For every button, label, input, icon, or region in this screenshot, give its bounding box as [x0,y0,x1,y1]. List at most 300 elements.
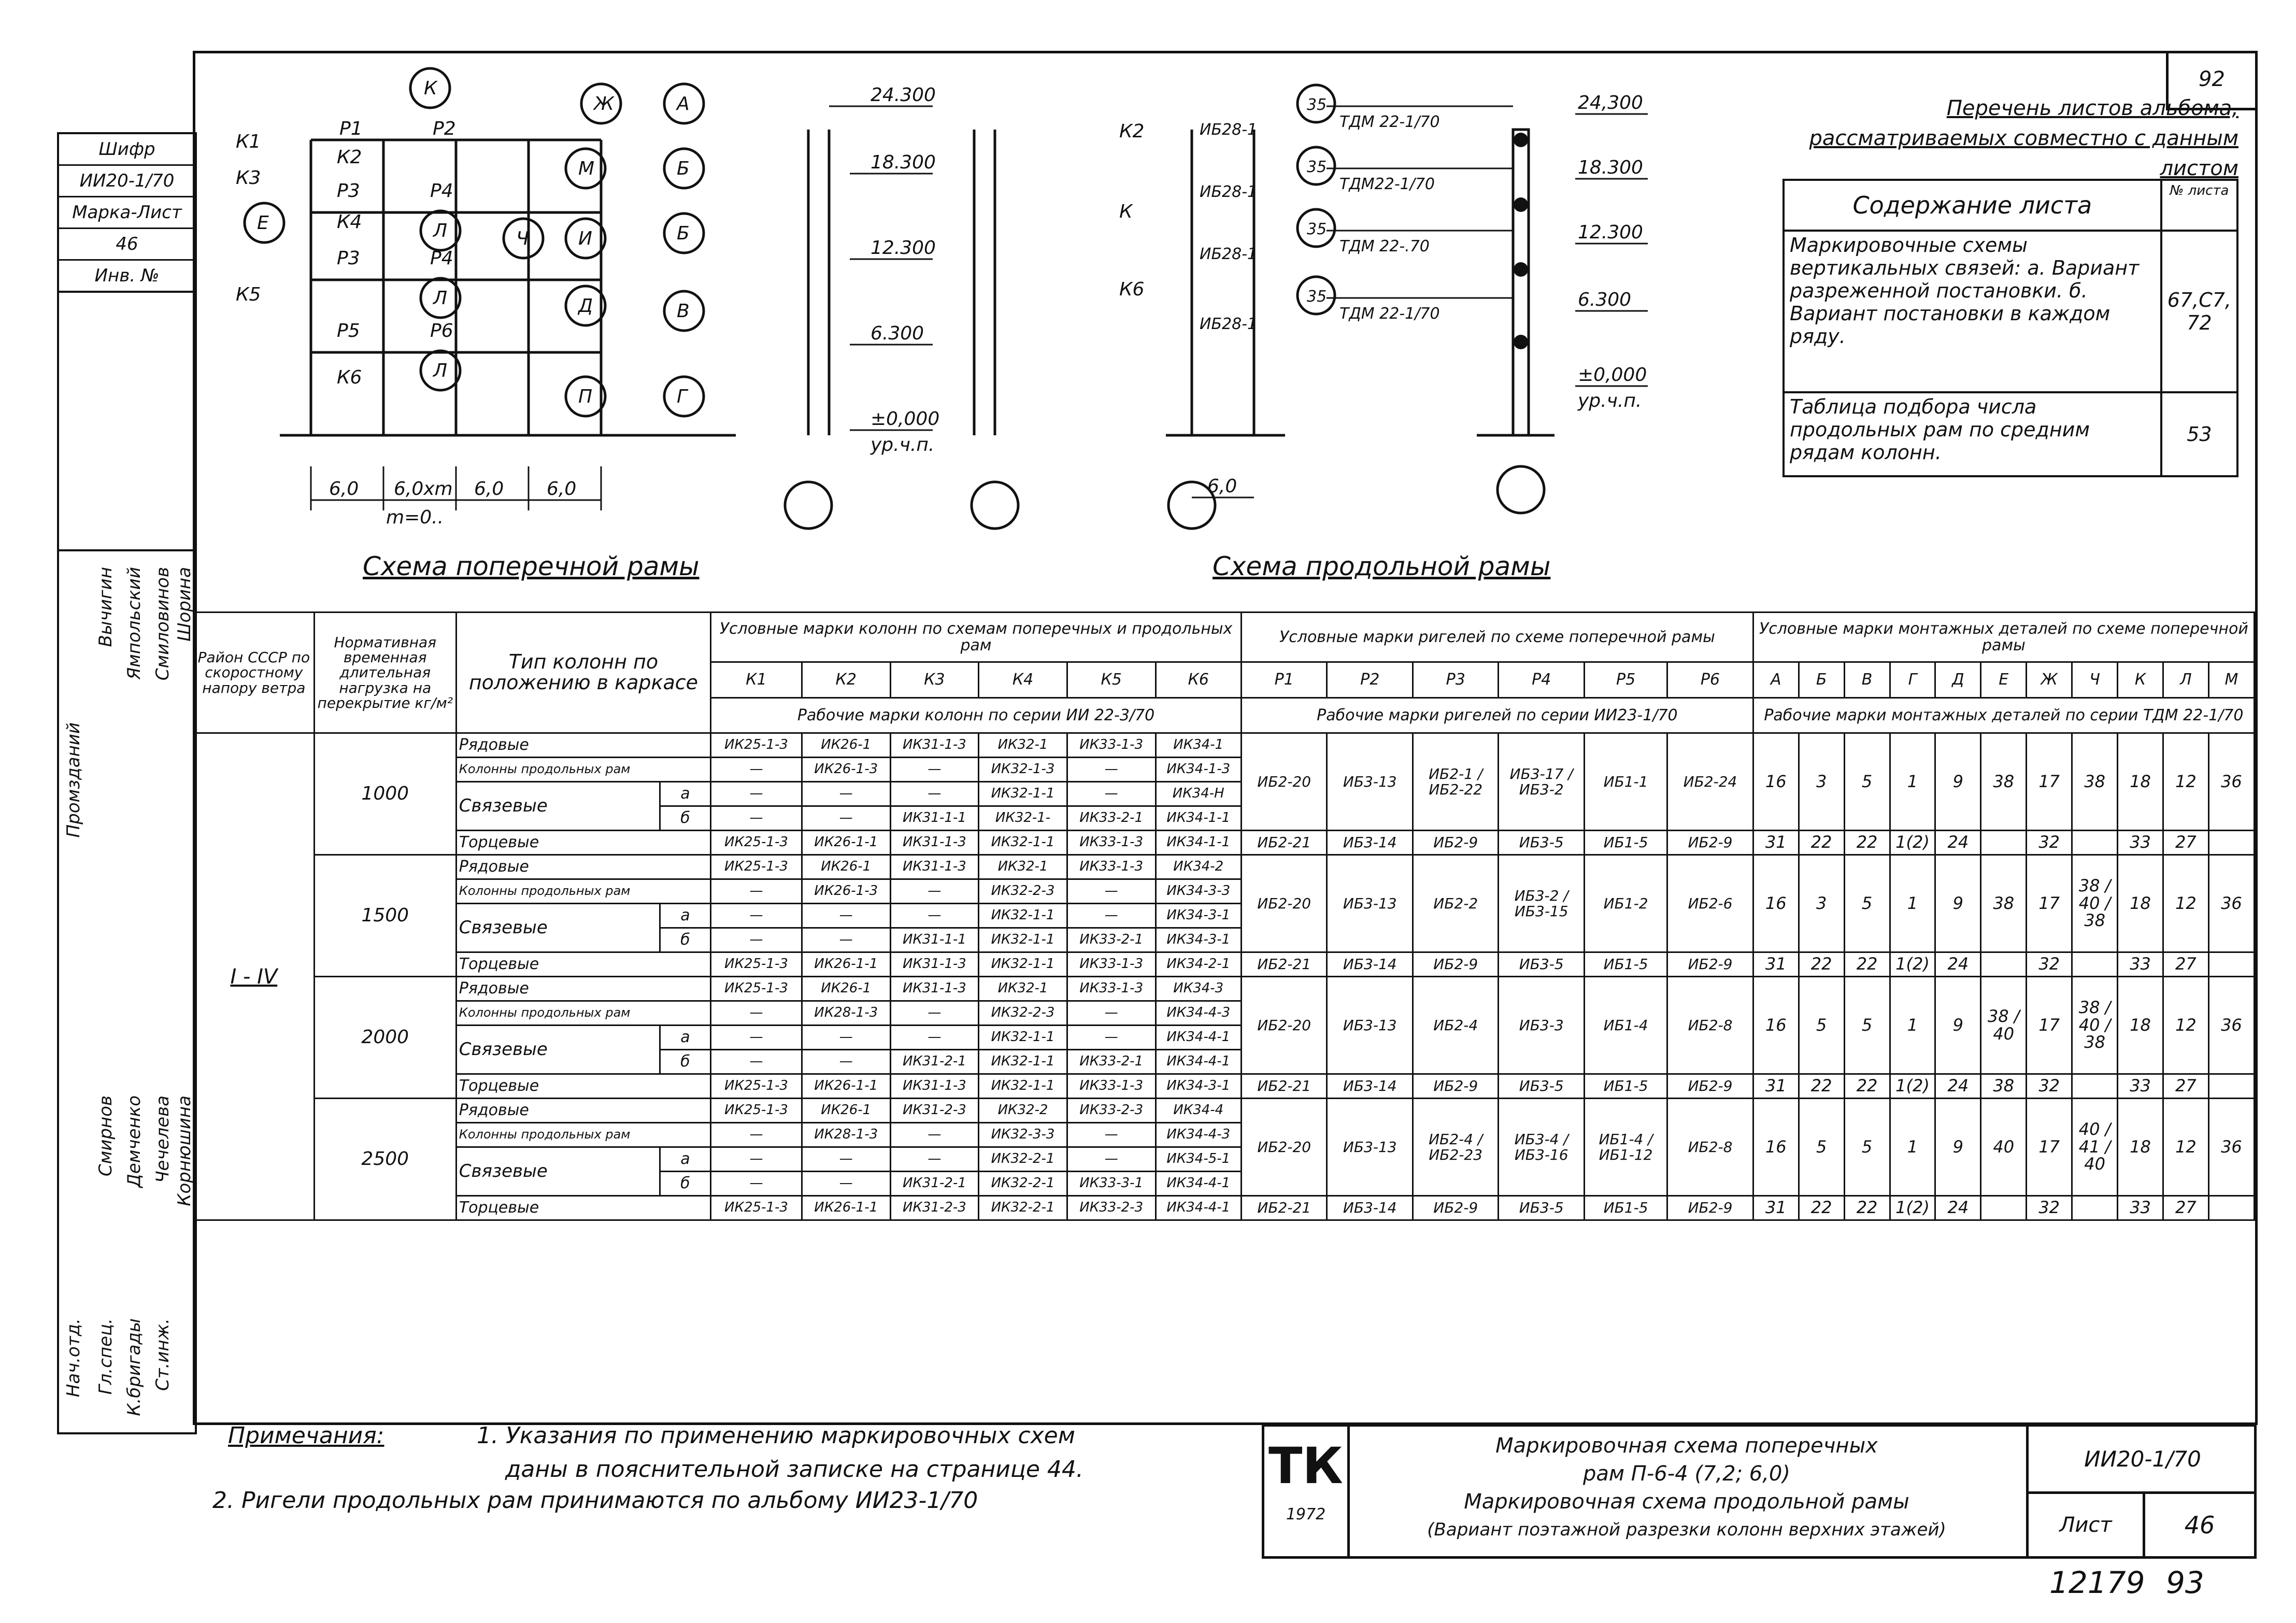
beam-mark-cell: ИБ1-4 / ИБ1-12 [1584,1099,1667,1196]
column-mark-cell: ИК34-3-3 [1156,879,1241,904]
column-mark-cell: ИК32-1 [979,733,1067,758]
beam-mark-cell: ИБ2-9 [1413,1196,1498,1220]
column-mark-cell: — [802,806,890,831]
long-mark-k6: К6 [1119,279,1145,300]
column-mark-cell: — [1067,1026,1156,1050]
detail-mark-cell: 38 / 40 / 38 [2072,977,2118,1074]
column-mark-cell: ИК32-2-1 [979,1172,1067,1196]
detail-i: И [578,228,592,249]
tk-logo: ТК [1268,1437,1343,1495]
detail-mark-cell [2208,831,2254,855]
long-level-3: 12.300 [1578,222,1643,243]
table-row [194,855,2255,879]
cipher-label: Шифр [59,134,195,166]
stamp-name-3: Смиловинов [152,567,173,681]
detail-mark-cell: 5 [1844,855,1890,952]
col-k6: К6 [337,367,362,388]
detail-mark-cell: 38 [1981,855,2027,952]
col-k3: К3 [236,167,261,189]
album-list-header-num: № листа [2161,180,2237,231]
table-row [194,952,2255,977]
column-mark-cell: — [890,904,979,928]
th-beams-series: Рабочие марки ригелей по серии ИИ23-1/70 [1242,697,1753,733]
column-mark-cell: ИК34-1-1 [1156,806,1241,831]
detail-mark-cell: 5 [1844,1099,1890,1196]
detail-key: М [2208,662,2254,697]
column-mark-cell: ИК26-1-1 [802,1196,890,1220]
col-k2: К2 [337,147,362,168]
col-k5: К5 [236,284,261,305]
detail-key: Г [1890,662,1935,697]
detail-mark-cell: 16 [1753,977,1799,1074]
type-cell: Рядовые [456,733,710,758]
detail-mark-cell: 1 [1890,977,1935,1074]
album-list-header-content: Содержание листа [1784,180,2161,231]
sheet-number: 92 [2166,51,2255,110]
marking-table [193,611,2255,1221]
stamp-name-8: Корнюшина [174,1095,195,1206]
album-list-row-2-num: 53 [2161,392,2237,476]
type-cell: Рядовые [456,977,710,1001]
column-mark-cell: ИК34-4-1 [1156,1050,1241,1074]
type-cell: Торцевые [456,1196,710,1220]
detail-mark-cell: 40 [1981,1099,2027,1196]
notes-label: Примечания: [228,1422,384,1449]
column-mark-cell: ИК25-1-3 [711,977,802,1001]
detail-mark-cell: 12 [2163,1099,2208,1196]
column-mark-cell: — [711,879,802,904]
beam-key: Р5 [1584,662,1667,697]
beam-mark-cell: ИБ2-20 [1242,855,1327,952]
detail-mark-cell: 27 [2163,1074,2208,1099]
long-mark-k: К [1119,201,1133,222]
type-cell: Колонны продольных рам [456,879,710,904]
detail-d: Д [578,295,593,317]
dim-note: m=0.. [386,507,444,528]
detail-key: Е [1981,662,2027,697]
detail-mark-cell: 38 [1981,1074,2027,1099]
detail-mark-cell [2072,1196,2118,1220]
detail-l1: Л [433,220,448,241]
column-mark-cell: ИК34-Н [1156,782,1241,806]
detail-mark-cell [1981,831,2027,855]
column-mark-cell: ИК25-1-3 [711,1099,802,1123]
column-mark-cell: — [711,1001,802,1026]
column-mark-cell: ИК31-1-3 [890,952,979,977]
detail-a: А [677,93,690,115]
bottom-page: 93 [2166,1565,2204,1600]
detail-mark-cell: 5 [1844,733,1890,831]
column-mark-cell: — [890,1026,979,1050]
column-mark-cell: ИК33-2-1 [1067,1050,1156,1074]
beam-key: Р2 [1327,662,1413,697]
beam-mark-cell: ИБ2-21 [1242,831,1327,855]
long-series-4: ТДМ 22-1/70 [1339,305,1440,323]
detail-mark-cell: 36 [2208,733,2254,831]
th-details: Условные марки монтажных деталей по схеме поперечной рамы [1753,613,2254,662]
column-mark-cell: ИК28-1-3 [802,1123,890,1147]
dim-2: 6,0хm [394,478,453,500]
long-beam-4: ИБ28-1 [1200,315,1258,333]
detail-b1: Б [677,158,690,179]
th-cols: Условные марки колонн по схемам поперечных и продольных рам [711,613,1242,662]
col-k4: К4 [337,211,362,233]
detail-mark-cell: 18 [2118,855,2163,952]
detail-mark-cell: 1(2) [1890,1196,1935,1220]
detail-mark-cell: 24 [1935,1196,1981,1220]
column-mark-cell: — [890,782,979,806]
beam-mark-cell: ИБ2-20 [1242,733,1327,831]
detail-mark-cell: 22 [1844,831,1890,855]
column-mark-cell: — [1067,1001,1156,1026]
col-key: К4 [979,662,1067,697]
beam-mark-cell: ИБ3-17 / ИБ3-2 [1499,733,1584,831]
column-mark-cell: — [1067,904,1156,928]
beam-mark-cell: ИБ2-9 [1667,1074,1753,1099]
beam-mark-cell: ИБ2-4 / ИБ2-23 [1413,1099,1498,1196]
col-key: К3 [890,662,979,697]
column-mark-cell: ИК31-1-3 [890,1074,979,1099]
detail-mark-cell: 16 [1753,1099,1799,1196]
detail-key: Б [1799,662,1844,697]
detail-zh: Ж [594,93,614,115]
detail-mark-cell: 36 [2208,977,2254,1074]
type-cell: Торцевые [456,1074,710,1099]
stamp-role-3: К.бригады [124,1318,145,1416]
column-mark-cell: ИК34-1 [1156,733,1241,758]
beam-mark-cell: ИБ2-9 [1667,1196,1753,1220]
stamp-name-2: Ямпольский [124,567,145,680]
detail-mark-cell [2072,1074,2118,1099]
column-mark-cell: ИК26-1 [802,1099,890,1123]
sec-level-1: 24.300 [871,84,936,106]
type-cell: Колонны продольных рам [456,1001,710,1026]
load-cell: 2500 [314,1099,456,1220]
detail-mark-cell: 12 [2163,733,2208,831]
column-mark-cell: — [890,879,979,904]
detail-mark-cell: 3 [1799,855,1844,952]
column-mark-cell: — [890,1147,979,1172]
col-k1: К1 [236,131,261,152]
th-load: Нормативная временная длительная нагрузка на перекрытие кг/м² [314,613,456,733]
sec-level-5: ±0,000 [871,408,940,430]
beam-mark-cell: ИБ2-4 [1413,977,1498,1074]
detail-m: М [578,158,595,179]
beam-mark-cell: ИБ3-2 / ИБ3-15 [1499,855,1584,952]
detail-mark-cell: 32 [2027,1196,2072,1220]
column-mark-cell: — [1067,1123,1156,1147]
col-key: К2 [802,662,890,697]
sec-level-4: 6.300 [871,323,924,344]
sub-cell: б [660,928,710,952]
detail-key: К [2118,662,2163,697]
column-mark-cell: — [890,1001,979,1026]
detail-mark-cell: 22 [1844,952,1890,977]
column-mark-cell: ИК32-2-3 [979,879,1067,904]
detail-mark-cell [1981,952,2027,977]
detail-mark-cell: 18 [2118,733,2163,831]
long-beam-2: ИБ28-1 [1200,183,1258,201]
detail-mark-cell: 1(2) [1890,1074,1935,1099]
detail-mark-cell: 24 [1935,831,1981,855]
column-mark-cell: ИК33-2-1 [1067,806,1156,831]
beam-mark-cell: ИБ2-9 [1413,831,1498,855]
detail-mark-cell [2072,952,2118,977]
detail-mark-cell: 22 [1844,1074,1890,1099]
column-mark-cell: ИК26-1 [802,977,890,1001]
long-circle-3: 35 [1307,220,1327,238]
sec-level-3: 12.300 [871,237,936,259]
album-list-table [1782,179,2238,477]
beam-mark-cell: ИБ2-9 [1667,831,1753,855]
dim-1: 6,0 [329,478,359,500]
sub-cell: б [660,1172,710,1196]
column-mark-cell: — [711,1050,802,1074]
long-series-2: ТДМ22-1/70 [1339,175,1435,193]
table-row [194,733,2255,758]
beam-mark-cell: ИБ2-9 [1667,952,1753,977]
title-line-4: (Вариант поэтажной разрезки колонн верхних этажей) [1427,1519,1946,1540]
column-mark-cell: ИК33-1-3 [1067,977,1156,1001]
note-2: 2. Ригели продольных рам принимаются по альбому ИИ23-1/70 [212,1487,978,1514]
column-mark-cell: ИК28-1-3 [802,1001,890,1026]
col-key: К1 [711,662,802,697]
detail-mark-cell: 1(2) [1890,952,1935,977]
cipher-value: ИИ20-1/70 [59,166,195,197]
beam-p4b: Р4 [430,248,453,269]
detail-mark-cell: 3 [1799,733,1844,831]
column-mark-cell: ИК32-2-3 [979,1001,1067,1026]
stamp-name-6: Демченко [124,1095,145,1188]
album-list-row-2-text: Таблица подбора числа продольных рам по средним рядам колонн. [1784,392,2161,476]
sec-level-6: ур.ч.п. [871,434,935,455]
column-mark-cell: — [711,782,802,806]
column-mark-cell: — [711,1172,802,1196]
column-mark-cell: ИК32-1-1 [979,928,1067,952]
column-mark-cell: ИК31-2-3 [890,1196,979,1220]
detail-mark-cell: 33 [2118,1196,2163,1220]
inv-label: Инв. № [94,265,160,286]
detail-mark-cell: 1 [1890,733,1935,831]
beam-mark-cell: ИБ3-5 [1499,1074,1584,1099]
column-mark-cell: — [711,904,802,928]
type-cell: Рядовые [456,855,710,879]
column-mark-cell: ИК34-3-1 [1156,1074,1241,1099]
type-cell: Связевые [456,904,660,952]
detail-mark-cell: 38 [1981,733,2027,831]
dim-4: 6,0 [547,478,577,500]
detail-mark-cell: 31 [1753,1074,1799,1099]
detail-mark-cell [2208,952,2254,977]
sub-cell: а [660,904,710,928]
load-cell: 1500 [314,855,456,977]
detail-mark-cell: 27 [2163,831,2208,855]
detail-mark-cell: 17 [2027,977,2072,1074]
beam-mark-cell: ИБ1-4 [1584,977,1667,1074]
column-mark-cell: ИК25-1-3 [711,952,802,977]
beam-mark-cell: ИБ2-8 [1667,977,1753,1074]
column-mark-cell: ИК33-1-3 [1067,1074,1156,1099]
bottom-code: 12179 [2049,1565,2145,1600]
detail-key: В [1844,662,1890,697]
beam-mark-cell: ИБ3-14 [1327,1196,1413,1220]
beam-key: Р6 [1667,662,1753,697]
column-mark-cell: ИК31-1-3 [890,733,979,758]
sec-level-2: 18.300 [871,152,936,173]
stamp-name-1: Вычигин [95,567,116,647]
detail-mark-cell: 22 [1844,1196,1890,1220]
beam-mark-cell: ИБ2-9 [1413,952,1498,977]
region-cell: I - IV [194,733,315,1220]
column-mark-cell: — [802,904,890,928]
stamp-name-5: Смирнов [95,1095,116,1177]
column-mark-cell: — [711,1026,802,1050]
sub-cell: а [660,1147,710,1172]
title-sheet: 46 [2184,1511,2215,1539]
detail-mark-cell: 22 [1799,952,1844,977]
beam-mark-cell: ИБ1-5 [1584,1074,1667,1099]
mark-label: Марка-Лист [59,197,195,229]
detail-key: Ж [2027,662,2072,697]
column-mark-cell: ИК32-1 [979,977,1067,1001]
beam-mark-cell: ИБ2-21 [1242,952,1327,977]
column-mark-cell: ИК34-5-1 [1156,1147,1241,1172]
beam-mark-cell: ИБ1-5 [1584,1196,1667,1220]
beam-mark-cell: ИБ2-21 [1242,1196,1327,1220]
beam-key: Р4 [1499,662,1584,697]
th-cols-series: Рабочие марки колонн по серии ИИ 22-3/70 [711,697,1242,733]
column-mark-cell: ИК32-1-1 [979,831,1067,855]
detail-mark-cell: 33 [2118,1074,2163,1099]
long-circle-1: 35 [1307,96,1327,114]
detail-mark-cell: 22 [1799,831,1844,855]
detail-mark-cell: 17 [2027,733,2072,831]
beam-mark-cell: ИБ3-13 [1327,1099,1413,1196]
album-list-title-2: рассматриваемых совместно с данным листом [1809,126,2238,180]
beam-key: Р3 [1413,662,1498,697]
detail-mark-cell: 32 [2027,952,2072,977]
th-region: Район СССР по скоростному напору ветра [194,613,315,733]
title-line-1: Маркировочная схема поперечных [1495,1434,1878,1458]
beam-p3b: Р3 [337,248,360,269]
column-mark-cell: ИК33-1-3 [1067,831,1156,855]
table-row [194,1099,2255,1123]
column-mark-cell: ИК26-1-1 [802,831,890,855]
title-text [1352,1432,2021,1544]
beam-mark-cell: ИБ2-24 [1667,733,1753,831]
column-mark-cell: ИК25-1-3 [711,1074,802,1099]
detail-mark-cell: 36 [2208,855,2254,952]
album-list-title [1751,93,2238,183]
detail-mark-cell: 36 [2208,1099,2254,1196]
beam-p1: Р1 [339,118,363,139]
stamp-role-1: Нач.отд. [63,1318,84,1398]
column-mark-cell: ИК32-1 [979,855,1067,879]
detail-mark-cell: 9 [1935,733,1981,831]
tk-year: 1972 [1286,1505,1326,1524]
detail-mark-cell: 31 [1753,831,1799,855]
mark-value: 46 [59,229,195,261]
column-mark-cell: ИК25-1-3 [711,1196,802,1220]
detail-b2: Б [677,223,690,244]
detail-mark-cell: 38 / 40 / 38 [2072,855,2118,952]
detail-l2: Л [433,288,448,309]
long-beam-1: ИБ28-1 [1200,121,1258,139]
detail-mark-cell: 5 [1799,977,1844,1074]
detail-mark-cell: 24 [1935,952,1981,977]
column-mark-cell: ИК26-1 [802,733,890,758]
detail-mark-cell: 12 [2163,977,2208,1074]
column-mark-cell: ИК34-4-1 [1156,1172,1241,1196]
column-mark-cell: ИК31-2-1 [890,1172,979,1196]
detail-mark-cell: 5 [1844,977,1890,1074]
column-mark-cell: ИК34-1-3 [1156,758,1241,782]
th-type: Тип колонн по положению в каркасе [456,613,710,733]
beam-mark-cell: ИБ3-5 [1499,1196,1584,1220]
column-mark-cell: — [802,1172,890,1196]
column-mark-cell: — [1067,879,1156,904]
detail-mark-cell: 32 [2027,1074,2072,1099]
stamp-name-7: Чечелева [152,1095,173,1183]
detail-mark-cell: 22 [1799,1196,1844,1220]
note-1a: 1. Указания по применению маркировочных схем [477,1422,1075,1449]
type-cell: Связевые [456,1026,660,1074]
detail-p: П [578,386,593,407]
column-mark-cell: — [890,1123,979,1147]
detail-l3: Л [433,360,448,381]
long-level-2: 18.300 [1578,157,1643,178]
beam-mark-cell: ИБ3-13 [1327,733,1413,831]
detail-mark-cell: 33 [2118,952,2163,977]
title-line-2: рам П-6-4 (7,2; 6,0) [1583,1462,1790,1486]
detail-mark-cell: 17 [2027,1099,2072,1196]
column-mark-cell: ИК32-1-1 [979,952,1067,977]
detail-mark-cell: 33 [2118,831,2163,855]
column-mark-cell: ИК33-2-3 [1067,1099,1156,1123]
column-mark-cell: ИК31-1-1 [890,806,979,831]
column-mark-cell: ИК33-2-1 [1067,928,1156,952]
detail-mark-cell [1981,1196,2027,1220]
detail-mark-cell: 17 [2027,855,2072,952]
stamp-dept: Промзданий [63,722,84,838]
long-circle-2: 35 [1307,158,1327,176]
column-mark-cell: ИК26-1-1 [802,952,890,977]
detail-mark-cell: 38 / 40 [1981,977,2027,1074]
detail-mark-cell: 31 [1753,1196,1799,1220]
column-mark-cell: ИК32-2 [979,1099,1067,1123]
column-mark-cell: — [802,1050,890,1074]
column-mark-cell: ИК34-3-1 [1156,928,1241,952]
detail-mark-cell [2208,1196,2254,1220]
detail-key: Д [1935,662,1981,697]
beam-mark-cell: ИБ3-4 / ИБ3-16 [1499,1099,1584,1196]
detail-mark-cell: 38 [2072,733,2118,831]
column-mark-cell: ИК32-1-1 [979,904,1067,928]
column-mark-cell: ИК31-2-1 [890,1050,979,1074]
title-block [1262,1424,2257,1559]
detail-mark-cell: 18 [2118,1099,2163,1196]
type-cell: Рядовые [456,1099,710,1123]
detail-mark-cell: 9 [1935,1099,1981,1196]
column-mark-cell: — [802,928,890,952]
detail-key: Ч [2072,662,2118,697]
th-details-series: Рабочие марки монтажных деталей по серии ТДМ 22-1/70 [1753,697,2254,733]
detail-mark-cell [2072,831,2118,855]
beam-p6: Р6 [430,320,453,341]
transverse-caption: Схема поперечной рамы [363,551,700,581]
detail-mark-cell: 27 [2163,1196,2208,1220]
long-level-5: ±0,000 [1578,364,1647,386]
